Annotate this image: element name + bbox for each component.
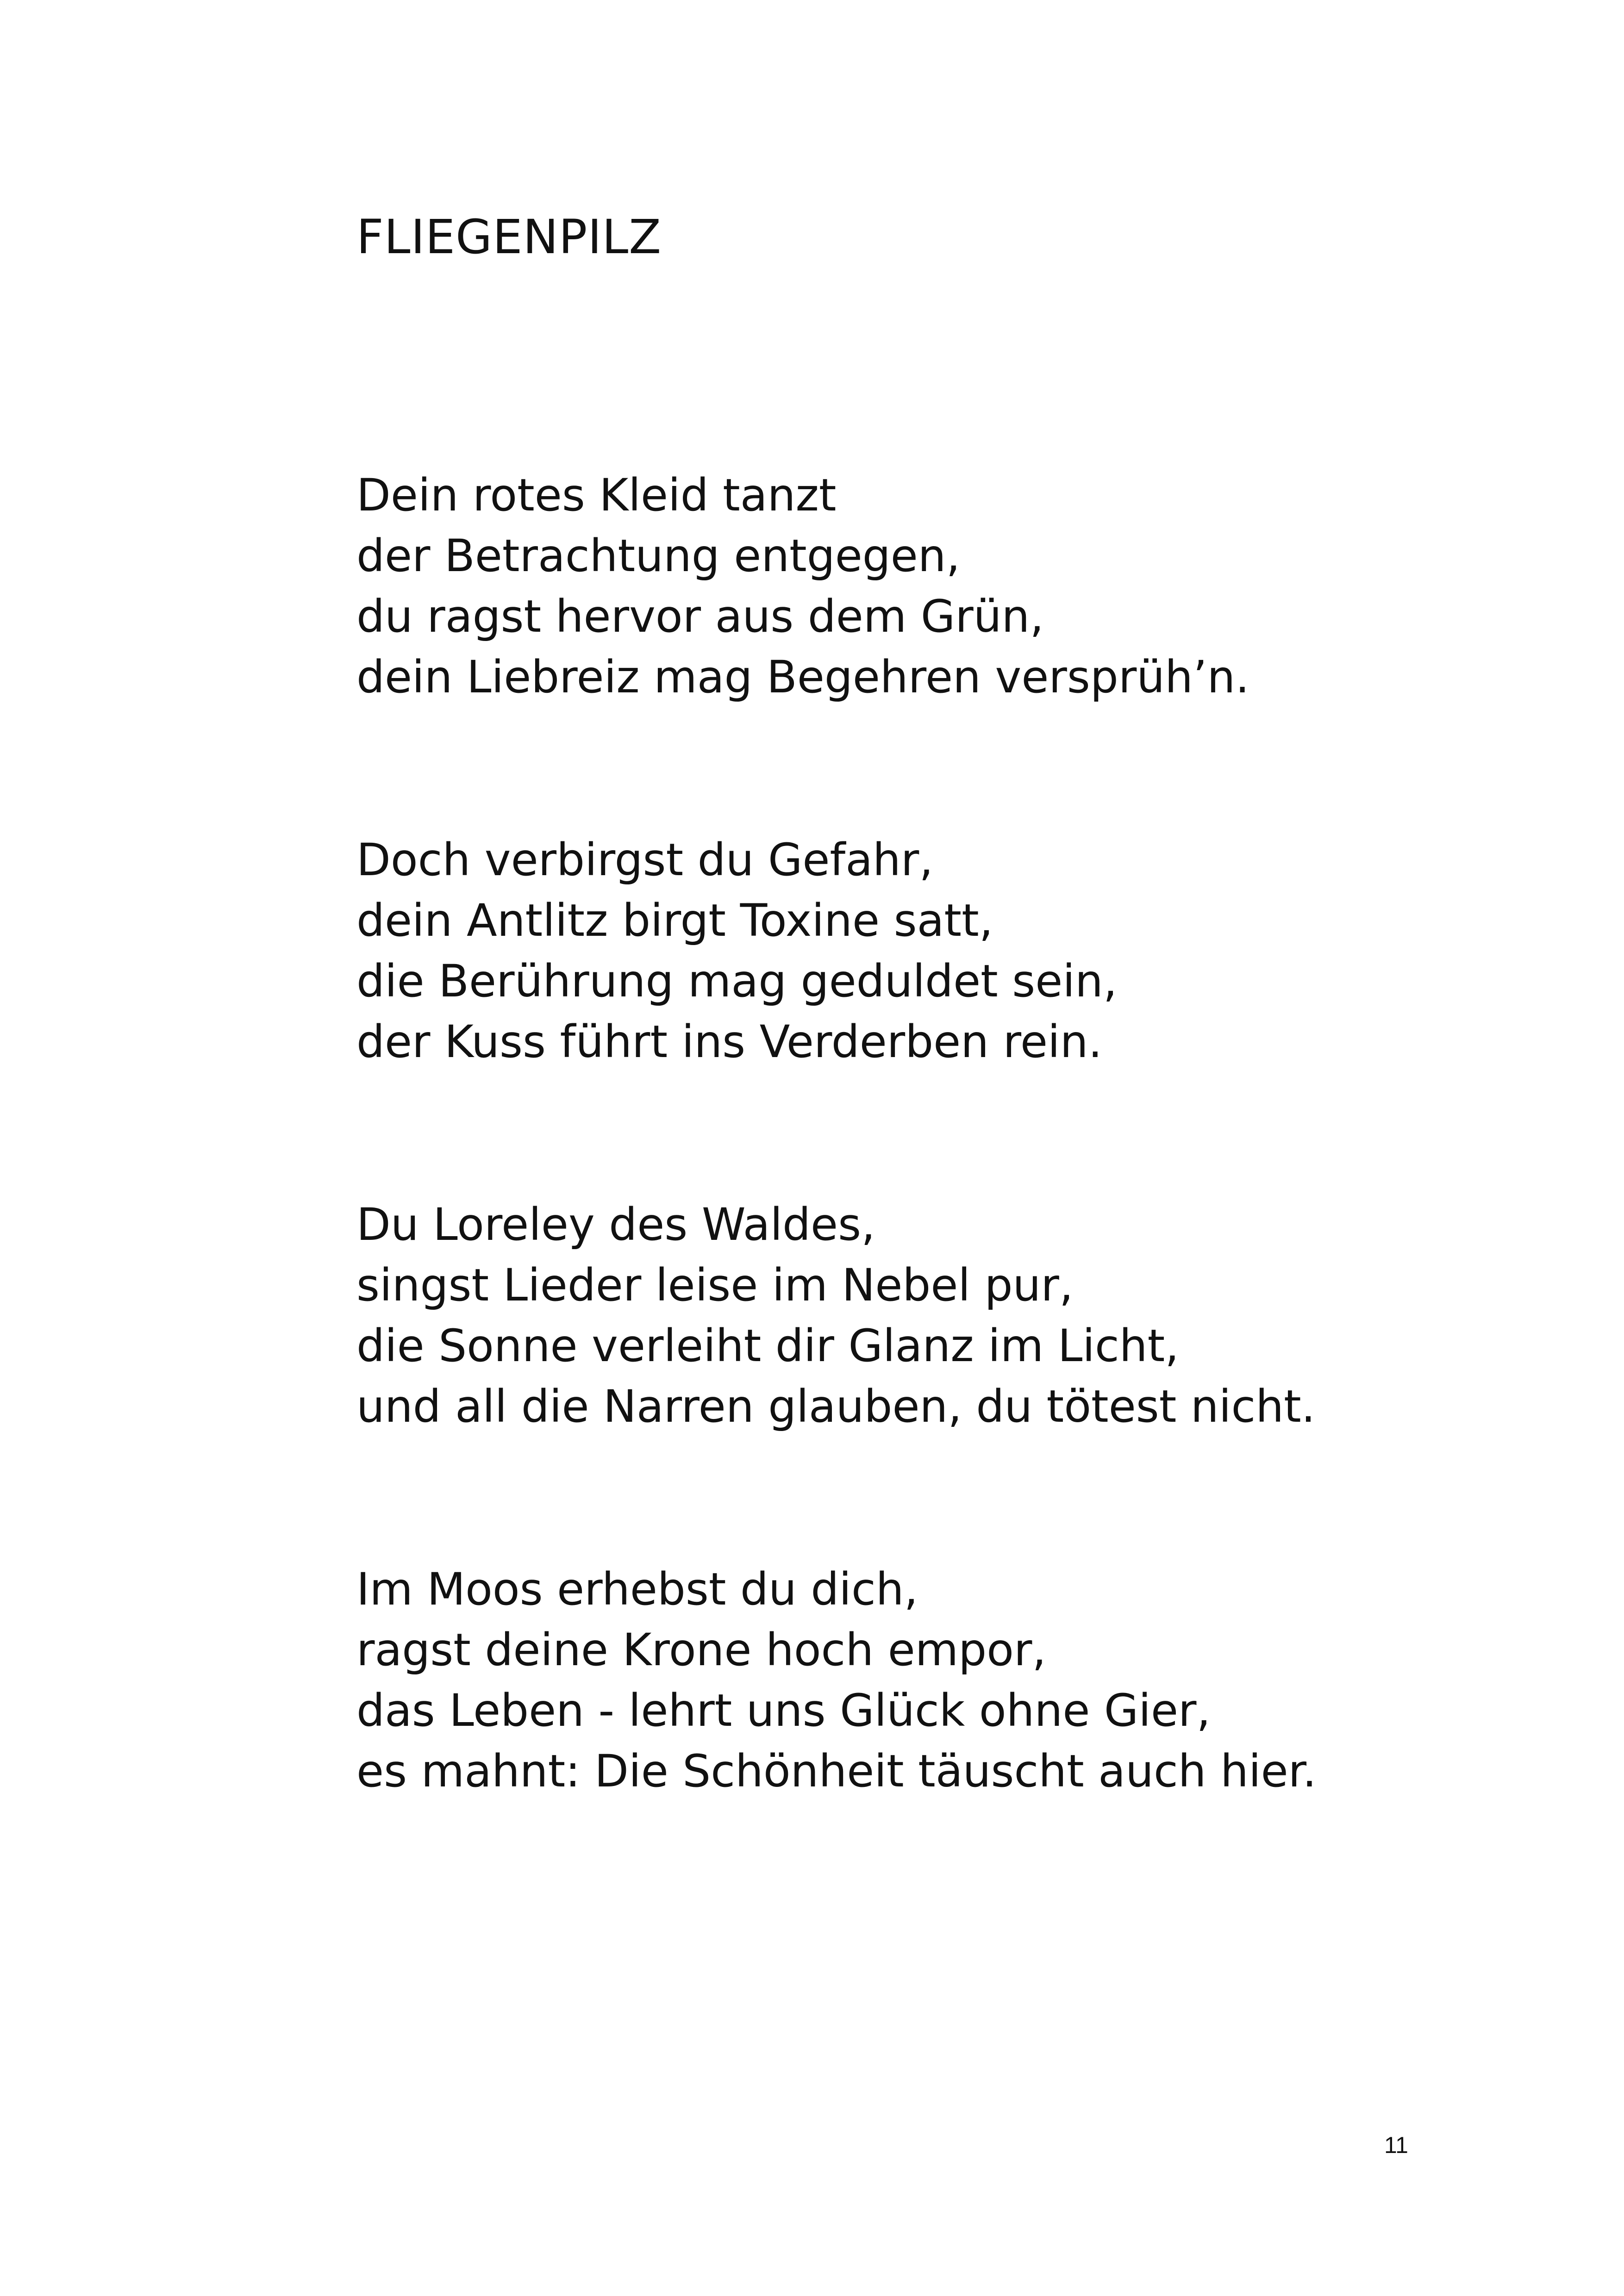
stanza-1 — [356, 465, 1468, 708]
poem-title: FLIEGENPILZ — [356, 210, 662, 265]
poem-line: Doch verbirgst du Gefahr, — [356, 834, 933, 886]
poem-line: das Leben - lehrt uns Glück ohne Gier, — [356, 1685, 1211, 1736]
poem-line: der Kuss führt ins Verderben rein. — [356, 1016, 1103, 1068]
poem-line: singst Lieder leise im Nebel pur, — [356, 1259, 1074, 1311]
poem-line: dein Antlitz birgt Toxine satt, — [356, 895, 993, 946]
poem-line: die Sonne verleiht dir Glanz im Licht, — [356, 1320, 1179, 1372]
poem-line: Im Moos erhebst du dich, — [356, 1563, 918, 1615]
poem-line: und all die Narren glauben, du tötest nicht. — [356, 1381, 1316, 1432]
poem-line: ragst deine Krone hoch empor, — [356, 1624, 1046, 1676]
poem-line: die Berührung mag geduldet sein, — [356, 955, 1118, 1007]
poem-line: Du Loreley des Waldes, — [356, 1199, 875, 1251]
poem-line: es mahnt: Die Schönheit täuscht auch hier. — [356, 1745, 1317, 1797]
poem-line: der Betrachtung entgegen, — [356, 530, 961, 582]
poem-line: du ragst hervor aus dem Grün, — [356, 591, 1044, 642]
poem-body — [356, 465, 1468, 1802]
stanza-3 — [356, 1195, 1468, 1437]
poem-line: dein Liebreiz mag Begehren versprüh’n. — [356, 651, 1249, 703]
stanza-2 — [356, 830, 1468, 1072]
stanza-4 — [356, 1559, 1468, 1802]
poem-line: Dein rotes Kleid tanzt — [356, 469, 837, 521]
page-number: 11 — [1384, 2132, 1408, 2158]
